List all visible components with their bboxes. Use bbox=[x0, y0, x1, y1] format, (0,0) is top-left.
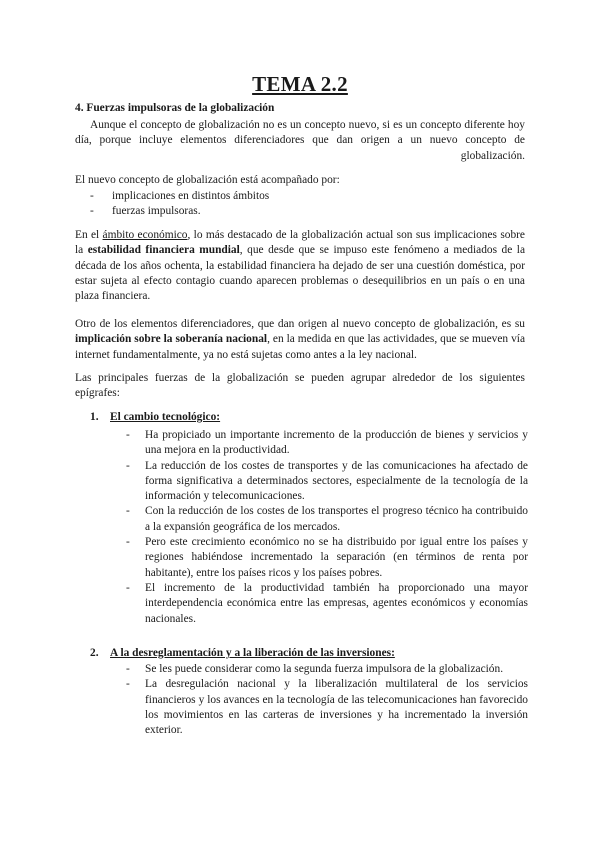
page-title: TEMA 2.2 bbox=[252, 72, 348, 96]
list-item: - Pero este crecimiento económico no se ha distribuido por igual entre los países y regiones habiéndose incrementado la separación (en términos de renta por habitante), entre los países ricos y los países pobres. bbox=[126, 536, 528, 579]
list-item: - Se les puede considerar como la segunda fuerza impulsora de la globalización. bbox=[126, 663, 504, 675]
section-2-list bbox=[126, 662, 528, 738]
sovereignty-term: implicación sobre la soberanía nacional bbox=[75, 333, 268, 346]
list-item: - El incremento de la productividad también ha proporcionado una mayor interdependencia económica entre las empresas, agentes económicos y economías nacionales. bbox=[126, 581, 528, 625]
forces-paragraph: Las principales fuerzas de la globalización se pueden agrupar alrededor de los siguientes epígrafes: bbox=[75, 372, 525, 400]
section-heading: 4. Fuerzas impulsoras de la globalización bbox=[75, 102, 275, 114]
accompanied-text: El nuevo concepto de globalización está acompañado por: bbox=[75, 174, 340, 186]
financial-stability-term: estabilidad financiera mundial bbox=[87, 244, 240, 257]
section-1-header: 1. El cambio tecnológico: bbox=[90, 411, 221, 423]
list-item: - Ha propiciado un importante incremento de la producción de bienes y servicios y una mejora en la productividad. bbox=[126, 429, 528, 457]
economic-scope-term: ámbito económico bbox=[102, 229, 188, 241]
list-item: - La reducción de los costes de transportes y de las comunicaciones ha afectado de forma significativa a determinados sectores, especialmente de la tecnología de la información y telecomunicaciones. bbox=[126, 459, 528, 503]
intro-paragraph: Aunque el concepto de globalización no es un concepto nuevo, si es un concepto diferente hoy día, porque incluye elementos diferenciadores que dan origen a un nuevo concepto de globalización. bbox=[75, 119, 525, 162]
list-item: - Con la reducción de los costes de los transportes el progreso técnico ha contribuido a la expansión geográfica de los mercados. bbox=[126, 505, 528, 533]
list-item: - implicaciones en distintos ámbitos bbox=[90, 190, 270, 202]
sovereignty-paragraph: Otro de los elementos diferenciadores, que dan origen al nuevo concepto de globalización, es su implicación sobre la soberanía nacional, en la medida en que las actividades, que se mueven vía internet fundamentalmente, ya no está sujetas como antes a la ley nacional. bbox=[75, 318, 525, 361]
list-item: - La desregulación nacional y la liberalización multilateral de los servicios financieros y los avances en la tecnología de las telecomunicaciones han favorecido los movimientos en las carteras de inversiones y ha incrementado la inversión exterior. bbox=[126, 678, 528, 737]
section-1-list bbox=[126, 428, 528, 627]
section-2-header: 2. A la desreglamentación y a la liberación de las inversiones: bbox=[90, 647, 395, 659]
economic-paragraph: En el ámbito económico, lo más destacado de la globalización actual son sus implicaciones sobre la estabilidad financiera mundial, que desde que se impuso este fenómeno a mediados de la década de los años ochenta, la estabilidad financiera ha dejado de ser una cuestión doméstica, por estar sujeta al efecto contagio cuando aparecen problemas o desequilibrios en un país o en una plaza financiera. bbox=[75, 229, 525, 303]
list-item: - fuerzas impulsoras. bbox=[90, 205, 201, 218]
accompanied-list bbox=[90, 189, 490, 220]
